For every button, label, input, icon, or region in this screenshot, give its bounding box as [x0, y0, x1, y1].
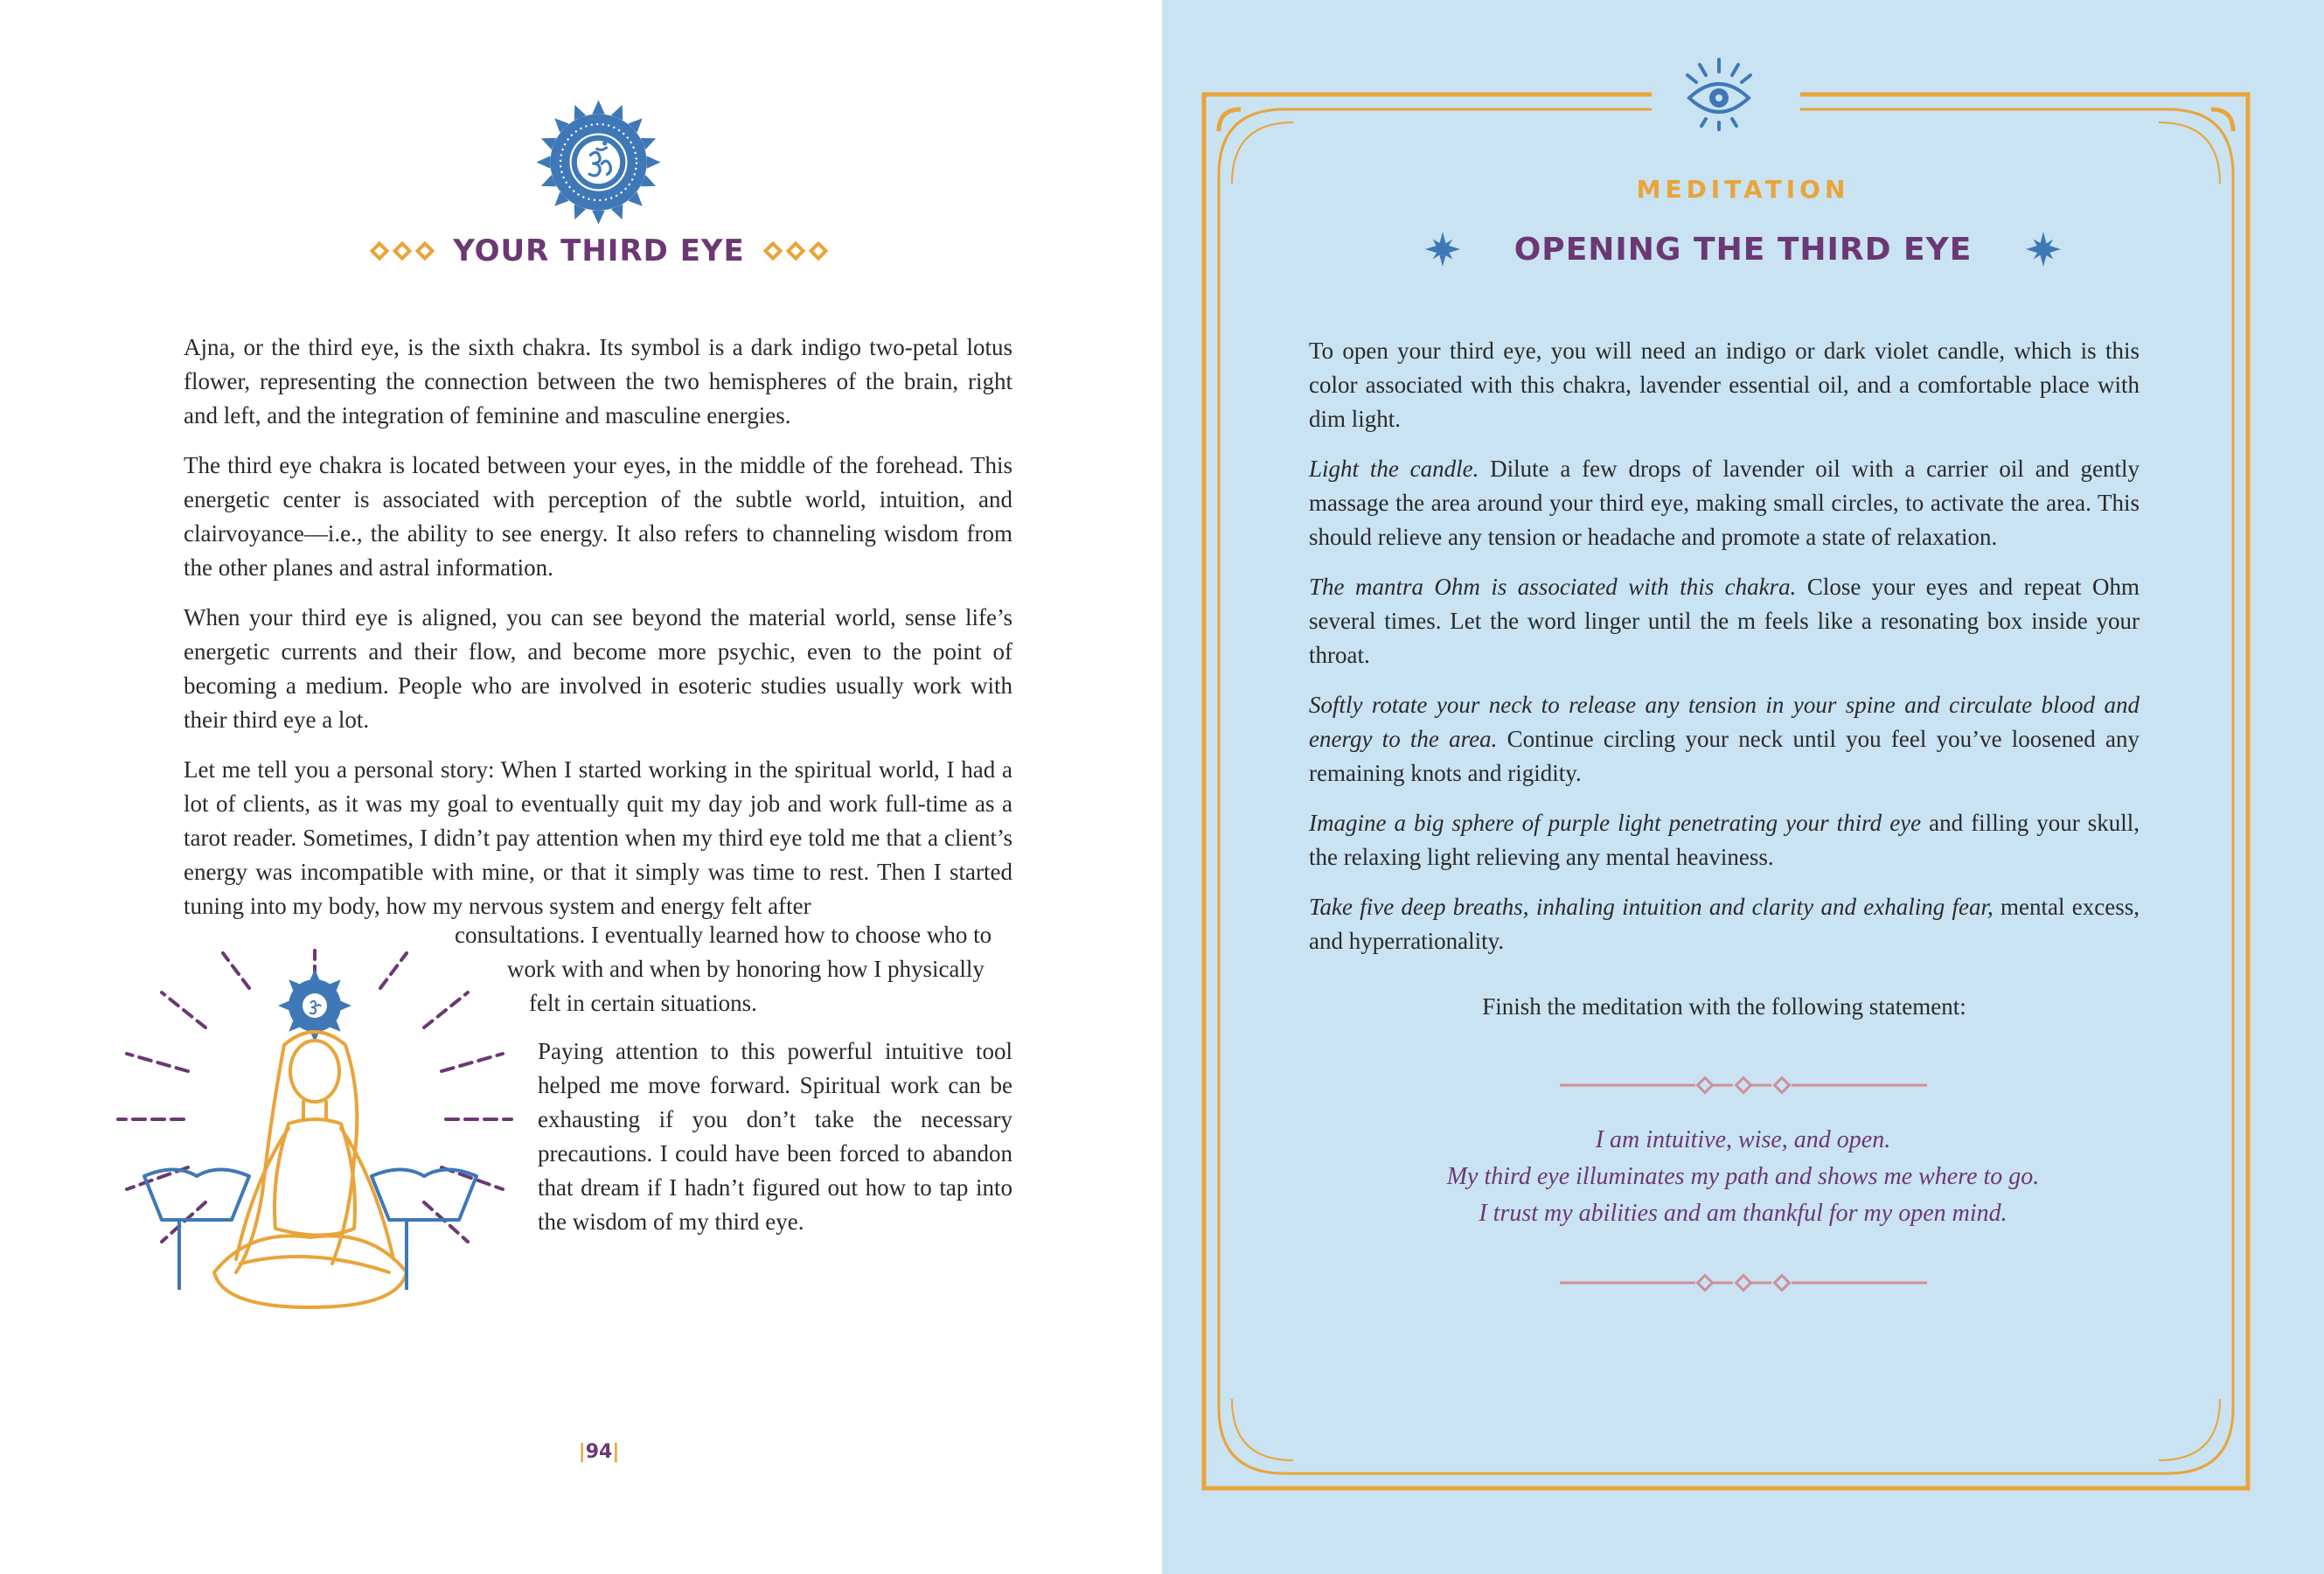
step-text: Close your eyes and repeat Ohm several times. Let the word linger until the m feels like a resonating box inside your throat. — [1309, 574, 2140, 668]
right-page — [1162, 0, 2324, 1574]
page-number-value: 94 — [585, 1441, 613, 1463]
left-heading — [0, 229, 1198, 273]
third-eye-icon — [1684, 52, 1754, 131]
right-heading — [1162, 223, 2324, 275]
finish-statement: Finish the meditation with the following statement: — [1482, 993, 1966, 1020]
step-lead: Take five deep breaths, inhaling intuition and clarity and exhaling fear, — [1309, 894, 1993, 920]
meditating-figure-illustration — [109, 940, 520, 1360]
starburst-icon — [2024, 230, 2063, 268]
paragraph: Let me tell you a personal story: When I started working in the spiritual world, I had a lot of clients, as it was my goal to eventually quit my day job and work full-time as a tarot reader. Sometimes, I didn’t pay attention when my third eye told me that a client’s energy was incompatible with mine, or that it simply was time to rest. Then I started tuning into my body, how my nervous system and energy felt after — [184, 756, 1012, 919]
paragraph: The third eye chakra is located between your eyes, in the middle of the forehead. This energetic center is associated with perception of the subtle world, intuition, and clairvoyance—i.e., the ability to see energy. It also refers to channeling wisdom from the other planes and astral information. — [184, 452, 1012, 581]
step-text: and filling your skull, the relaxing light relieving any mental heaviness. — [1309, 810, 2140, 870]
step-paragraph — [1309, 688, 2140, 790]
intro-paragraph: To open your third eye, you will need an indigo or dark violet candle, which is this color associated with this chakra, lavender essential oil, and a comfortable place with dim light. — [1309, 338, 2140, 432]
affirmation-line: I trust my abilities and am thankful for my open mind. — [1479, 1200, 2007, 1227]
step-lead: Light the candle. — [1309, 456, 1479, 482]
body-text — [184, 331, 1012, 939]
section-label: MEDITATION — [1636, 175, 1850, 204]
page-number: |94| — [578, 1441, 620, 1463]
affirmation-line: I am intuitive, wise, and open. — [1595, 1126, 1891, 1153]
starburst-icon — [1423, 230, 1462, 268]
step-lead: Imagine a big sphere of purple light penetrating your third eye — [1309, 810, 1922, 836]
step-paragraph — [1309, 806, 2140, 874]
step-text: Dilute a few drops of lavender oil with a carrier oil and gently massage the area around your third eye, making small circles, to activate the area. This should relieve any tension or headache and promote a state of relaxation. — [1309, 456, 2140, 550]
step-text: mental excess, and hyperrationality. — [1309, 894, 2140, 954]
meditation-body — [1309, 334, 2140, 1040]
paragraph: When your third eye is aligned, you can see beyond the material world, sense life’s energetic currents and their flow, and become more psychic, even to the point of becoming a medium. People who are involved in esoteric studies usually work with their third eye a lot. — [184, 604, 1012, 733]
step-paragraph — [1309, 890, 2140, 958]
step-lead: Softly rotate your neck to release any tension in your spine and circulate blood and energy to the area. — [1309, 692, 2140, 752]
divider-ornament-icon — [1560, 1072, 1927, 1098]
step-paragraph — [1309, 570, 2140, 672]
step-text: Continue circling your neck until you feel you’ve loosened any remaining knots and rigidity. — [1309, 726, 2140, 786]
wrap-line: work with and when by honoring how I physically — [507, 956, 985, 982]
diamond-ornament-icon — [372, 244, 432, 258]
wrap-line: consultations. I eventually learned how to choose who to — [455, 922, 992, 948]
step-paragraph — [1309, 452, 2140, 554]
meditation-title: OPENING THE THIRD EYE — [1513, 231, 1973, 268]
divider-ornament-icon — [1560, 1270, 1927, 1296]
page-title: YOUR THIRD EYE — [453, 233, 745, 268]
affirmation — [1162, 1122, 2324, 1232]
step-lead: The mantra Ohm is associated with this chakra. — [1309, 574, 1797, 600]
affirmation-line: My third eye illuminates my path and shows me where to go. — [1446, 1163, 2040, 1190]
paragraph: Paying attention to this powerful intuitive tool helped me move forward. Spiritual work can be exhausting if you don’t take the necessary precautions. I could have been forced to abandon that dream if I hadn’t figured out how to tap into the wisdom of my third eye. — [538, 1038, 1012, 1235]
om-lotus-icon — [535, 99, 662, 226]
diamond-ornament-icon — [766, 244, 825, 258]
paragraph: Ajna, or the third eye, is the sixth chakra. Its symbol is a dark indigo two-petal lotus flower, representing the connection between the two hemispheres of the brain, right and left, and the integration of feminine and masculine energies. — [184, 334, 1012, 428]
wrap-line: felt in certain situations. — [529, 990, 757, 1016]
